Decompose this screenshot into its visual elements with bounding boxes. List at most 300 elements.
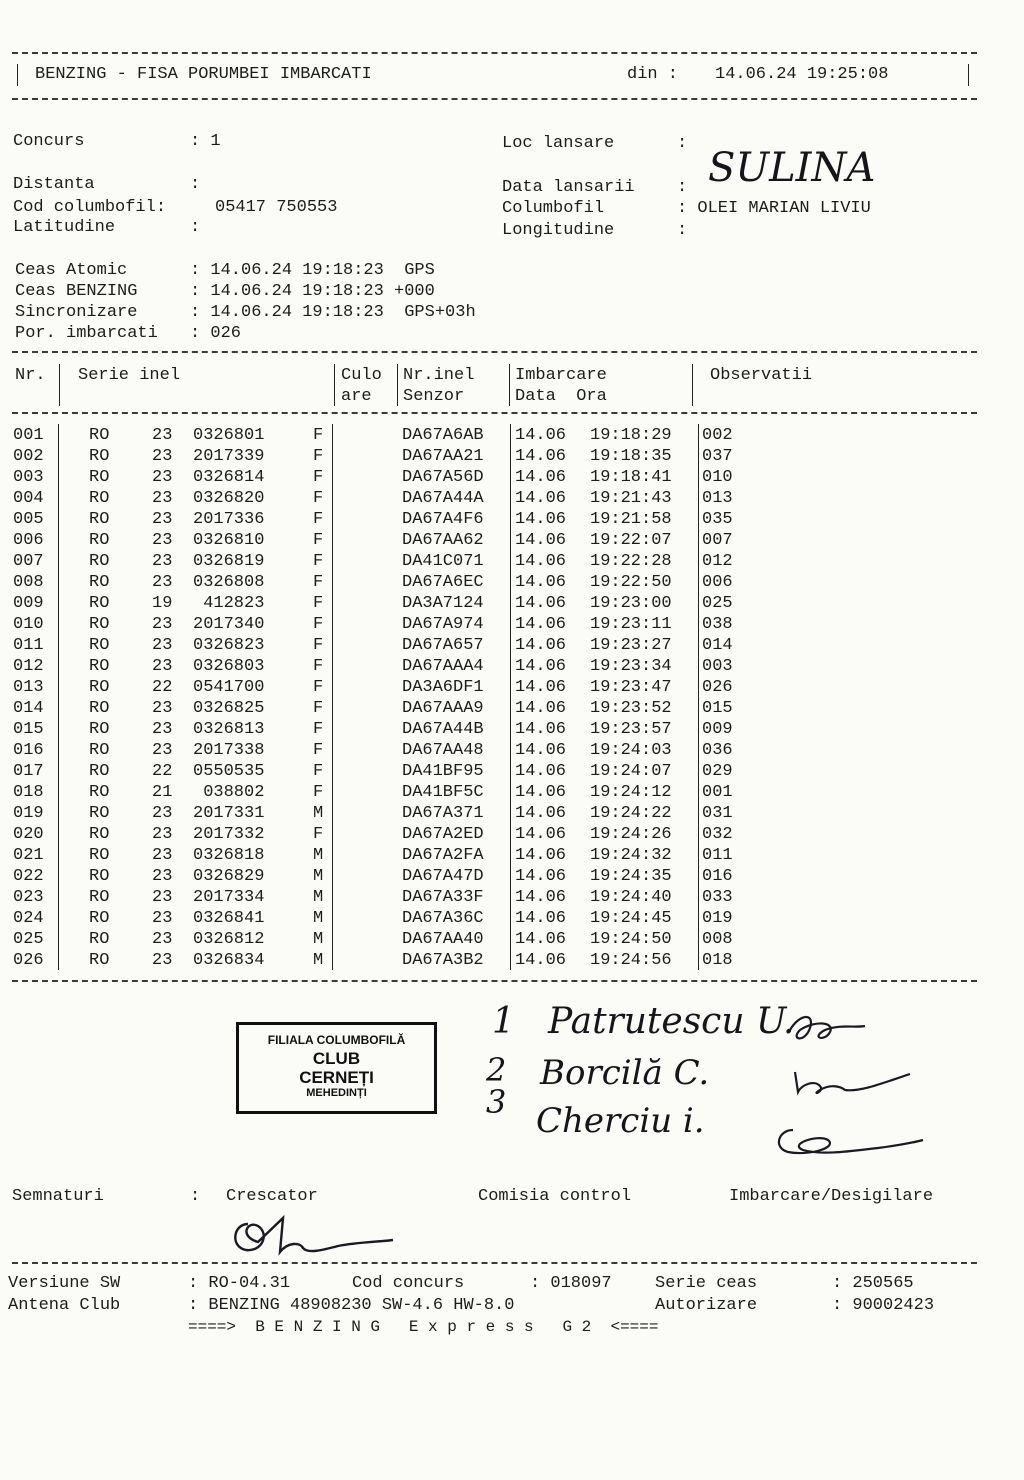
embark-date: 14.06 bbox=[515, 468, 567, 487]
cod-columbofil-value: 05417 750553 bbox=[215, 198, 338, 217]
embark-date: 14.06 bbox=[515, 888, 567, 907]
ring-number: 2017340 bbox=[193, 615, 265, 634]
ring-number: 0326814 bbox=[193, 468, 265, 487]
ring-country: RO bbox=[89, 426, 110, 445]
observation: 013 bbox=[702, 489, 733, 508]
observation: 007 bbox=[702, 531, 733, 550]
embark-date: 14.06 bbox=[515, 930, 567, 949]
ring-number: 2017332 bbox=[193, 825, 265, 844]
col-header-observatii: Observatii bbox=[710, 366, 813, 385]
versiune-label: Versiune SW bbox=[8, 1274, 121, 1293]
sensor-id: DA3A7124 bbox=[402, 594, 484, 613]
col-header-nrinel: Nr.inel bbox=[403, 366, 475, 385]
sex-code: F bbox=[313, 426, 324, 445]
sex-code: F bbox=[313, 447, 324, 466]
sensor-id: DA3A6DF1 bbox=[402, 678, 484, 697]
sex-code: F bbox=[313, 699, 324, 718]
ring-year: 23 bbox=[152, 531, 173, 550]
row-number: 004 bbox=[13, 489, 44, 508]
table-column-bar bbox=[58, 424, 59, 970]
commission-number: 1 bbox=[492, 1001, 515, 1042]
ring-country: RO bbox=[89, 594, 110, 613]
stamp-line: CERNEȚI bbox=[299, 1068, 374, 1087]
row-number: 019 bbox=[13, 804, 44, 823]
sex-code: F bbox=[313, 825, 324, 844]
header-datetime: 14.06.24 19:25:08 bbox=[715, 65, 889, 84]
longitudine-value: : bbox=[677, 221, 688, 240]
distanta-value: : bbox=[190, 175, 201, 194]
ring-country: RO bbox=[89, 531, 110, 550]
row-number: 016 bbox=[13, 741, 44, 760]
embark-date: 14.06 bbox=[515, 825, 567, 844]
header-column-bar bbox=[59, 364, 60, 406]
ring-number: 0326812 bbox=[193, 930, 265, 949]
embark-date: 14.06 bbox=[515, 720, 567, 739]
ring-country: RO bbox=[89, 930, 110, 949]
sensor-id: DA67A33F bbox=[402, 888, 484, 907]
embark-date: 14.06 bbox=[515, 636, 567, 655]
row-number: 018 bbox=[13, 783, 44, 802]
ring-number: 0326813 bbox=[193, 720, 265, 739]
ring-year: 22 bbox=[152, 762, 173, 781]
observation: 008 bbox=[702, 930, 733, 949]
col-header-imbarcare: Imbarcare bbox=[515, 366, 607, 385]
ring-country: RO bbox=[89, 825, 110, 844]
imbarcati-value: : 026 bbox=[190, 324, 242, 343]
loc-lansare-value: : bbox=[677, 134, 688, 153]
embark-time: 19:24:35 bbox=[590, 867, 672, 886]
semnaturi-label: Semnaturi bbox=[12, 1187, 104, 1206]
divider bbox=[12, 351, 977, 353]
row-number: 008 bbox=[13, 573, 44, 592]
longitudine-label: Longitudine bbox=[502, 221, 615, 240]
row-number: 026 bbox=[13, 951, 44, 970]
sensor-id: DA67A974 bbox=[402, 615, 484, 634]
row-number: 021 bbox=[13, 846, 44, 865]
semnaturi-colon: : bbox=[190, 1187, 201, 1206]
embark-date: 14.06 bbox=[515, 678, 567, 697]
row-number: 017 bbox=[13, 762, 44, 781]
embark-date: 14.06 bbox=[515, 510, 567, 529]
ring-number: 0541700 bbox=[193, 678, 265, 697]
ring-number: 0326823 bbox=[193, 636, 265, 655]
imbarcare-desigilare-label: Imbarcare/Desigilare bbox=[729, 1187, 934, 1206]
observation: 018 bbox=[702, 951, 733, 970]
ring-country: RO bbox=[89, 951, 110, 970]
ring-year: 23 bbox=[152, 720, 173, 739]
ring-country: RO bbox=[89, 447, 110, 466]
ring-number: 0326819 bbox=[193, 552, 265, 571]
observation: 006 bbox=[702, 573, 733, 592]
ring-number: 038802 bbox=[193, 783, 265, 802]
sex-code: F bbox=[313, 741, 324, 760]
ring-country: RO bbox=[89, 636, 110, 655]
embark-time: 19:22:28 bbox=[590, 552, 672, 571]
ring-country: RO bbox=[89, 573, 110, 592]
sensor-id: DA67AA40 bbox=[402, 930, 484, 949]
observation: 011 bbox=[702, 846, 733, 865]
ring-country: RO bbox=[89, 510, 110, 529]
embark-date: 14.06 bbox=[515, 573, 567, 592]
ring-number: 0326803 bbox=[193, 657, 265, 676]
crescator-signature bbox=[228, 1212, 398, 1267]
sensor-id: DA67A6AB bbox=[402, 426, 484, 445]
commission-number: 3 bbox=[486, 1083, 507, 1121]
sex-code: F bbox=[313, 468, 324, 487]
row-number: 003 bbox=[13, 468, 44, 487]
observation: 031 bbox=[702, 804, 733, 823]
row-number: 010 bbox=[13, 615, 44, 634]
sex-code: F bbox=[313, 573, 324, 592]
ring-year: 23 bbox=[152, 804, 173, 823]
ring-year: 23 bbox=[152, 657, 173, 676]
columbofil-label: Columbofil bbox=[502, 199, 605, 218]
imbarcati-label: Por. imbarcati bbox=[15, 324, 158, 343]
ring-year: 23 bbox=[152, 447, 173, 466]
header-column-bar bbox=[509, 364, 510, 406]
header-column-bar bbox=[397, 364, 398, 406]
commission-signature-1 bbox=[780, 1008, 870, 1048]
ring-year: 23 bbox=[152, 741, 173, 760]
commission-member: Borcilă C. bbox=[540, 1053, 710, 1093]
ring-number: 2017331 bbox=[193, 804, 265, 823]
divider bbox=[12, 98, 977, 100]
sex-code: M bbox=[313, 804, 324, 823]
ring-year: 21 bbox=[152, 783, 173, 802]
observation: 038 bbox=[702, 615, 733, 634]
ring-number: 412823 bbox=[193, 594, 265, 613]
ring-number: 2017334 bbox=[193, 888, 265, 907]
table-column-bar bbox=[510, 424, 511, 970]
ring-number: 0326841 bbox=[193, 909, 265, 928]
loc-lansare-label: Loc lansare bbox=[502, 134, 615, 153]
divider bbox=[12, 52, 977, 54]
embark-time: 19:22:07 bbox=[590, 531, 672, 550]
sex-code: M bbox=[313, 930, 324, 949]
sensor-id: DA67A2ED bbox=[402, 825, 484, 844]
ring-year: 23 bbox=[152, 489, 173, 508]
sex-code: M bbox=[313, 909, 324, 928]
ring-year: 23 bbox=[152, 951, 173, 970]
serie-ceas-value: : 250565 bbox=[832, 1274, 914, 1293]
observation: 016 bbox=[702, 867, 733, 886]
distanta-label: Distanta bbox=[13, 175, 95, 194]
ring-year: 23 bbox=[152, 699, 173, 718]
observation: 025 bbox=[702, 594, 733, 613]
observation: 002 bbox=[702, 426, 733, 445]
sensor-id: DA41BF95 bbox=[402, 762, 484, 781]
table-column-bar bbox=[698, 424, 699, 970]
ring-country: RO bbox=[89, 552, 110, 571]
row-number: 013 bbox=[13, 678, 44, 697]
embark-time: 19:24:50 bbox=[590, 930, 672, 949]
row-number: 025 bbox=[13, 930, 44, 949]
ring-year: 19 bbox=[152, 594, 173, 613]
embark-date: 14.06 bbox=[515, 447, 567, 466]
ring-number: 0326808 bbox=[193, 573, 265, 592]
serie-ceas-label: Serie ceas bbox=[655, 1274, 758, 1293]
row-number: 023 bbox=[13, 888, 44, 907]
sensor-id: DA67A657 bbox=[402, 636, 484, 655]
sex-code: F bbox=[313, 783, 324, 802]
ring-year: 23 bbox=[152, 825, 173, 844]
comisia-label: Comisia control bbox=[478, 1187, 632, 1206]
sex-code: M bbox=[313, 867, 324, 886]
ring-country: RO bbox=[89, 888, 110, 907]
sex-code: F bbox=[313, 489, 324, 508]
sensor-id: DA67A47D bbox=[402, 867, 484, 886]
document-title: BENZING - FISA PORUMBEI IMBARCATI bbox=[35, 65, 372, 84]
embark-time: 19:24:40 bbox=[590, 888, 672, 907]
ring-country: RO bbox=[89, 846, 110, 865]
sensor-id: DA41BF5C bbox=[402, 783, 484, 802]
antena-value: : BENZING 48908230 SW-4.6 HW-8.0 bbox=[188, 1296, 515, 1315]
antena-label: Antena Club bbox=[8, 1296, 121, 1315]
row-number: 020 bbox=[13, 825, 44, 844]
commission-member: Patrutescu U. bbox=[548, 1001, 795, 1042]
observation: 009 bbox=[702, 720, 733, 739]
observation: 037 bbox=[702, 447, 733, 466]
col-header-nr: Nr. bbox=[15, 366, 46, 385]
ring-year: 23 bbox=[152, 867, 173, 886]
embark-date: 14.06 bbox=[515, 489, 567, 508]
sex-code: F bbox=[313, 531, 324, 550]
ring-country: RO bbox=[89, 657, 110, 676]
embark-time: 19:23:27 bbox=[590, 636, 672, 655]
sensor-id: DA41C071 bbox=[402, 552, 484, 571]
header-column-bar bbox=[692, 364, 693, 406]
embark-time: 19:21:43 bbox=[590, 489, 672, 508]
embark-time: 19:23:57 bbox=[590, 720, 672, 739]
sex-code: M bbox=[313, 888, 324, 907]
col-header-serie: Serie inel bbox=[78, 366, 181, 385]
sex-code: F bbox=[313, 510, 324, 529]
ring-country: RO bbox=[89, 720, 110, 739]
embark-date: 14.06 bbox=[515, 657, 567, 676]
sensor-id: DA67AA21 bbox=[402, 447, 484, 466]
commission-signature-2 bbox=[790, 1062, 915, 1102]
row-number: 009 bbox=[13, 594, 44, 613]
observation: 019 bbox=[702, 909, 733, 928]
ring-year: 23 bbox=[152, 552, 173, 571]
ring-year: 23 bbox=[152, 636, 173, 655]
sensor-id: DA67A2FA bbox=[402, 846, 484, 865]
embark-date: 14.06 bbox=[515, 741, 567, 760]
ring-number: 0326829 bbox=[193, 867, 265, 886]
crescator-label: Crescator bbox=[226, 1187, 318, 1206]
commission-number: 2 bbox=[486, 1051, 507, 1089]
embark-time: 19:24:12 bbox=[590, 783, 672, 802]
clock-value: : 14.06.24 19:18:23 GPS bbox=[190, 261, 435, 280]
clock-label: Ceas Atomic bbox=[15, 261, 128, 280]
ring-number: 0326818 bbox=[193, 846, 265, 865]
embark-time: 19:24:32 bbox=[590, 846, 672, 865]
ring-number: 0326825 bbox=[193, 699, 265, 718]
embark-time: 19:24:45 bbox=[590, 909, 672, 928]
embark-date: 14.06 bbox=[515, 552, 567, 571]
cod-columbofil-label: Cod columbofil: bbox=[13, 198, 167, 217]
header-left-bar bbox=[17, 64, 18, 86]
embark-time: 19:24:56 bbox=[590, 951, 672, 970]
sensor-id: DA67A4F6 bbox=[402, 510, 484, 529]
ring-year: 22 bbox=[152, 678, 173, 697]
ring-country: RO bbox=[89, 762, 110, 781]
embark-time: 19:24:22 bbox=[590, 804, 672, 823]
sex-code: F bbox=[313, 720, 324, 739]
divider bbox=[12, 980, 977, 982]
embark-time: 19:18:35 bbox=[590, 447, 672, 466]
ring-number: 0326820 bbox=[193, 489, 265, 508]
ring-country: RO bbox=[89, 804, 110, 823]
autorizare-value: : 90002423 bbox=[832, 1296, 935, 1315]
sensor-id: DA67A56D bbox=[402, 468, 484, 487]
embark-date: 14.06 bbox=[515, 531, 567, 550]
embark-time: 19:24:03 bbox=[590, 741, 672, 760]
embark-time: 19:22:50 bbox=[590, 573, 672, 592]
ring-country: RO bbox=[89, 468, 110, 487]
versiune-value: : RO-04.31 bbox=[188, 1274, 291, 1293]
ring-year: 23 bbox=[152, 909, 173, 928]
embark-time: 19:23:47 bbox=[590, 678, 672, 697]
embark-date: 14.06 bbox=[515, 594, 567, 613]
stamp-line: CLUB bbox=[312, 1049, 361, 1068]
din-label: din : bbox=[627, 65, 679, 84]
row-number: 002 bbox=[13, 447, 44, 466]
col-header-senzor: Senzor bbox=[403, 387, 465, 406]
clock-value: : 14.06.24 19:18:23 +000 bbox=[190, 282, 435, 301]
ring-year: 23 bbox=[152, 888, 173, 907]
benzing-banner: ====> B E N Z I N G E x p r e s s G 2 <==== bbox=[188, 1318, 659, 1336]
observation: 035 bbox=[702, 510, 733, 529]
sensor-id: DA67A36C bbox=[402, 909, 484, 928]
observation: 001 bbox=[702, 783, 733, 802]
sex-code: F bbox=[313, 552, 324, 571]
concurs-value: : 1 bbox=[190, 132, 221, 151]
ring-year: 23 bbox=[152, 426, 173, 445]
divider bbox=[12, 1262, 977, 1264]
stamp-line: FILIALA COLUMBOFILĂ bbox=[267, 1033, 406, 1047]
clock-value: : 14.06.24 19:18:23 GPS+03h bbox=[190, 303, 476, 322]
observation: 012 bbox=[702, 552, 733, 571]
columbofil-value: : OLEI MARIAN LIVIU bbox=[677, 199, 871, 218]
sex-code: F bbox=[313, 636, 324, 655]
row-number: 015 bbox=[13, 720, 44, 739]
stamp-line: MEHEDINȚI bbox=[306, 1087, 367, 1099]
sensor-id: DA67A371 bbox=[402, 804, 484, 823]
sensor-id: DA67AA62 bbox=[402, 531, 484, 550]
ring-year: 23 bbox=[152, 573, 173, 592]
data-lansarii-value: : bbox=[677, 178, 688, 197]
sensor-id: DA67A44B bbox=[402, 720, 484, 739]
sex-code: F bbox=[313, 762, 324, 781]
observation: 010 bbox=[702, 468, 733, 487]
ring-number: 0326810 bbox=[193, 531, 265, 550]
ring-number: 2017339 bbox=[193, 447, 265, 466]
ring-number: 2017338 bbox=[193, 741, 265, 760]
sex-code: M bbox=[313, 951, 324, 970]
sensor-id: DA67A6EC bbox=[402, 573, 484, 592]
ring-year: 23 bbox=[152, 615, 173, 634]
observation: 029 bbox=[702, 762, 733, 781]
data-lansarii-label: Data lansarii bbox=[502, 178, 635, 197]
row-number: 022 bbox=[13, 867, 44, 886]
observation: 014 bbox=[702, 636, 733, 655]
observation: 032 bbox=[702, 825, 733, 844]
embark-date: 14.06 bbox=[515, 615, 567, 634]
col-header-culoare: Culo bbox=[341, 366, 382, 385]
header-column-bar bbox=[334, 364, 335, 406]
embark-time: 19:18:41 bbox=[590, 468, 672, 487]
row-number: 014 bbox=[13, 699, 44, 718]
ring-country: RO bbox=[89, 678, 110, 697]
embark-date: 14.06 bbox=[515, 426, 567, 445]
sensor-id: DA67AAA4 bbox=[402, 657, 484, 676]
sensor-id: DA67A44A bbox=[402, 489, 484, 508]
commission-signature-3 bbox=[768, 1118, 928, 1168]
club-stamp bbox=[236, 1022, 437, 1114]
clock-label: Ceas BENZING bbox=[15, 282, 138, 301]
row-number: 001 bbox=[13, 426, 44, 445]
embark-time: 19:23:52 bbox=[590, 699, 672, 718]
ring-country: RO bbox=[89, 741, 110, 760]
sex-code: F bbox=[313, 657, 324, 676]
embark-time: 19:23:00 bbox=[590, 594, 672, 613]
sensor-id: DA67AAA9 bbox=[402, 699, 484, 718]
row-number: 005 bbox=[13, 510, 44, 529]
row-number: 007 bbox=[13, 552, 44, 571]
ring-number: 0326801 bbox=[193, 426, 265, 445]
ring-number: 0326834 bbox=[193, 951, 265, 970]
header-right-bar bbox=[968, 64, 969, 86]
embark-date: 14.06 bbox=[515, 762, 567, 781]
ring-country: RO bbox=[89, 489, 110, 508]
observation: 015 bbox=[702, 699, 733, 718]
cod-concurs-value: : 018097 bbox=[530, 1274, 612, 1293]
embark-date: 14.06 bbox=[515, 909, 567, 928]
ring-country: RO bbox=[89, 867, 110, 886]
ring-year: 23 bbox=[152, 930, 173, 949]
embark-time: 19:18:29 bbox=[590, 426, 672, 445]
ring-country: RO bbox=[89, 783, 110, 802]
ring-country: RO bbox=[89, 699, 110, 718]
sensor-id: DA67AA48 bbox=[402, 741, 484, 760]
sensor-id: DA67A3B2 bbox=[402, 951, 484, 970]
embark-time: 19:23:34 bbox=[590, 657, 672, 676]
embark-time: 19:23:11 bbox=[590, 615, 672, 634]
embark-date: 14.06 bbox=[515, 699, 567, 718]
concurs-label: Concurs bbox=[13, 132, 85, 151]
ring-year: 23 bbox=[152, 510, 173, 529]
latitudine-value: : bbox=[190, 218, 201, 237]
row-number: 024 bbox=[13, 909, 44, 928]
ring-country: RO bbox=[89, 615, 110, 634]
sex-code: F bbox=[313, 678, 324, 697]
sex-code: M bbox=[313, 846, 324, 865]
ring-year: 23 bbox=[152, 468, 173, 487]
table-column-bar bbox=[332, 424, 333, 970]
observation: 036 bbox=[702, 741, 733, 760]
observation: 026 bbox=[702, 678, 733, 697]
embark-time: 19:24:26 bbox=[590, 825, 672, 844]
ring-year: 23 bbox=[152, 846, 173, 865]
row-number: 011 bbox=[13, 636, 44, 655]
observation: 003 bbox=[702, 657, 733, 676]
commission-member: Cherciu i. bbox=[536, 1101, 705, 1141]
embark-date: 14.06 bbox=[515, 867, 567, 886]
autorizare-label: Autorizare bbox=[655, 1296, 758, 1315]
sex-code: F bbox=[313, 594, 324, 613]
handwritten-location: SULINA bbox=[708, 145, 876, 191]
